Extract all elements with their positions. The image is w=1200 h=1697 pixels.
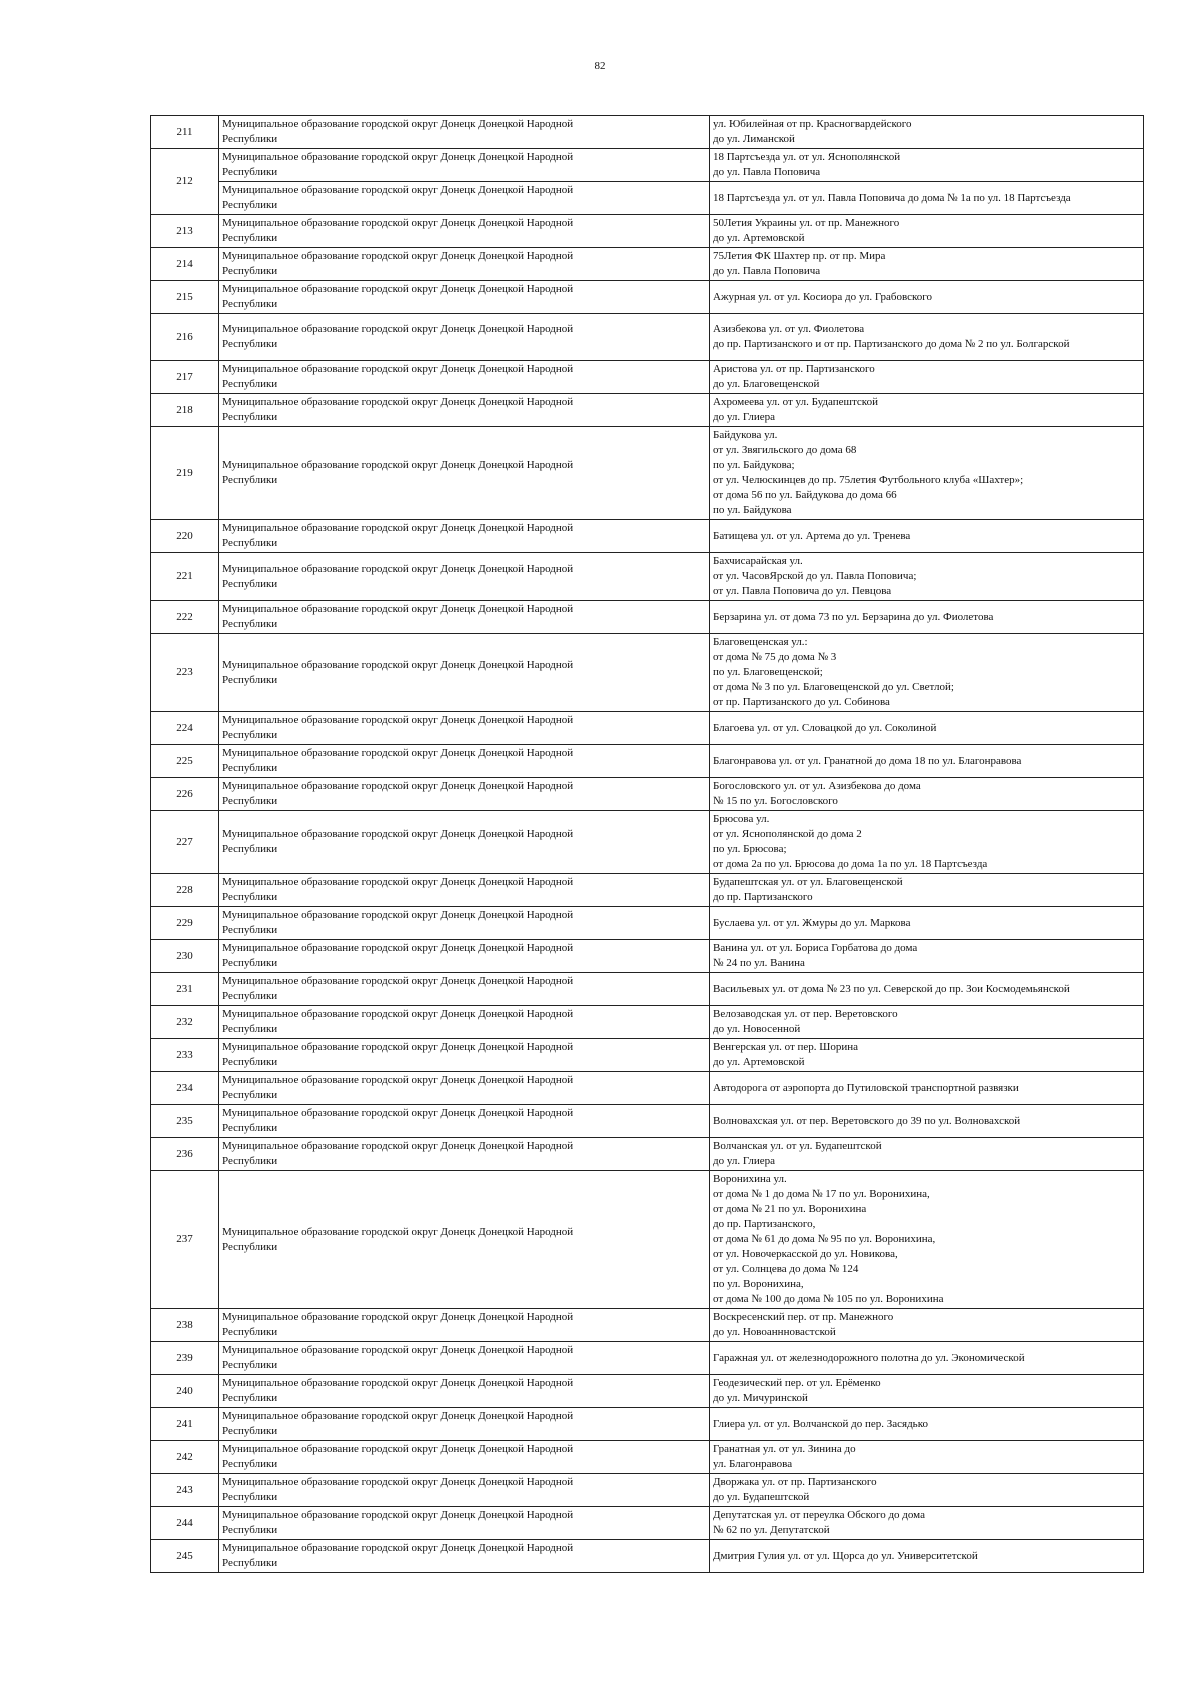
table-row [151, 248, 1144, 281]
row-number: 242 [151, 1441, 219, 1474]
table-row [151, 281, 1144, 314]
table-row [151, 394, 1144, 427]
roads-table-body [151, 116, 1144, 1573]
row-number: 226 [151, 778, 219, 811]
owner-organization: Муниципальное образование городской округ Донецк Донецкой Народной Республики [219, 553, 710, 601]
row-number: 228 [151, 874, 219, 907]
owner-organization: Муниципальное образование городской округ Донецк Донецкой Народной Республики [219, 1474, 710, 1507]
row-number: 219 [151, 427, 219, 520]
table-row [151, 1540, 1144, 1573]
road-description: Ахромеева ул. от ул. Будапештской до ул. Глиера [710, 394, 1144, 427]
owner-organization: Муниципальное образование городской округ Донецк Донецкой Народной Республики [219, 215, 710, 248]
road-description: ул. Юбилейная от пр. Красногвардейского до ул. Лиманской [710, 116, 1144, 149]
road-description: Азизбекова ул. от ул. Фиолетова до пр. Партизанского и от пр. Партизанского до дома № 2 по ул. Болгарской [710, 314, 1144, 361]
owner-organization: Муниципальное образование городской округ Донецк Донецкой Народной Республики [219, 745, 710, 778]
owner-organization: Муниципальное образование городской округ Донецк Донецкой Народной Республики [219, 601, 710, 634]
owner-organization: Муниципальное образование городской округ Донецк Донецкой Народной Республики [219, 712, 710, 745]
owner-organization: Муниципальное образование городской округ Донецк Донецкой Народной Республики [219, 874, 710, 907]
road-description: Аристова ул. от пр. Партизанского до ул. Благовещенской [710, 361, 1144, 394]
table-row [151, 1006, 1144, 1039]
road-description: Воронихина ул. от дома № 1 до дома № 17 по ул. Воронихина, от дома № 21 по ул. Воронихина до пр. Партизанского, от дома № 61 до дома № 95 по ул. Воронихина, от ул. Новочеркасской до ул. Новикова, от ул. Солнцева до дома № 124 по ул. Воронихина, от дома № 100 до дома № 105 по ул. Воронихина [710, 1171, 1144, 1309]
road-description: Благоева ул. от ул. Словацкой до ул. Соколиной [710, 712, 1144, 745]
owner-organization: Муниципальное образование городской округ Донецк Донецкой Народной Республики [219, 248, 710, 281]
road-description: Геодезический пер. от ул. Ерёменко до ул. Мичуринской [710, 1375, 1144, 1408]
owner-organization: Муниципальное образование городской округ Донецк Донецкой Народной Республики [219, 1138, 710, 1171]
row-number: 245 [151, 1540, 219, 1573]
table-row [151, 1138, 1144, 1171]
road-description: Гранатная ул. от ул. Зинина до ул. Благонравова [710, 1441, 1144, 1474]
owner-organization: Муниципальное образование городской округ Донецк Донецкой Народной Республики [219, 314, 710, 361]
table-row [151, 811, 1144, 874]
table-row [151, 215, 1144, 248]
owner-organization: Муниципальное образование городской округ Донецк Донецкой Народной Республики [219, 1540, 710, 1573]
road-description: Волновахская ул. от пер. Веретовского до 39 по ул. Волновахской [710, 1105, 1144, 1138]
table-row [151, 1171, 1144, 1309]
owner-organization: Муниципальное образование городской округ Донецк Донецкой Народной Республики [219, 1507, 710, 1540]
road-description: 50Летия Украины ул. от пр. Манежного до ул. Артемовской [710, 215, 1144, 248]
row-number: 222 [151, 601, 219, 634]
row-number: 243 [151, 1474, 219, 1507]
row-number: 227 [151, 811, 219, 874]
table-row [151, 116, 1144, 149]
table-row [151, 745, 1144, 778]
table-row [151, 1375, 1144, 1408]
road-description: Буслаева ул. от ул. Жмуры до ул. Маркова [710, 907, 1144, 940]
page-number: 82 [594, 60, 606, 72]
owner-organization: Муниципальное образование городской округ Донецк Донецкой Народной Республики [219, 1441, 710, 1474]
row-number: 232 [151, 1006, 219, 1039]
road-description: Брюсова ул. от ул. Яснополянской до дома 2 по ул. Брюсова; от дома 2а по ул. Брюсова до дома 1а по ул. 18 Партсъезда [710, 811, 1144, 874]
road-description: 75Летия ФК Шахтер пр. от пр. Мира до ул. Павла Поповича [710, 248, 1144, 281]
road-description: Будапештская ул. от ул. Благовещенской до пр. Партизанского [710, 874, 1144, 907]
table-row [151, 1342, 1144, 1375]
road-description: Воскресенский пер. от пр. Манежного до ул. Новоаннновастской [710, 1309, 1144, 1342]
row-number: 231 [151, 973, 219, 1006]
road-description: Автодорога от аэропорта до Путиловской транспортной развязки [710, 1072, 1144, 1105]
road-description: Депутатская ул. от переулка Обского до дома № 62 по ул. Депутатской [710, 1507, 1144, 1540]
table-row [151, 1441, 1144, 1474]
row-number: 236 [151, 1138, 219, 1171]
road-description: Велозаводская ул. от пер. Веретовского до ул. Новосенной [710, 1006, 1144, 1039]
table-row [151, 712, 1144, 745]
owner-organization: Муниципальное образование городской округ Донецк Донецкой Народной Республики [219, 1006, 710, 1039]
table-row [151, 1039, 1144, 1072]
row-number: 218 [151, 394, 219, 427]
row-number: 237 [151, 1171, 219, 1309]
row-number: 211 [151, 116, 219, 149]
road-description: Дворжака ул. от пр. Партизанского до ул. Будапештской [710, 1474, 1144, 1507]
row-number: 214 [151, 248, 219, 281]
road-description: Богословского ул. от ул. Азизбекова до дома № 15 по ул. Богословского [710, 778, 1144, 811]
owner-organization: Муниципальное образование городской округ Донецк Донецкой Народной Республики [219, 1171, 710, 1309]
row-number: 239 [151, 1342, 219, 1375]
owner-organization: Муниципальное образование городской округ Донецк Донецкой Народной Республики [219, 1375, 710, 1408]
owner-organization: Муниципальное образование городской округ Донецк Донецкой Народной Республики [219, 940, 710, 973]
road-description: Дмитрия Гулия ул. от ул. Щорса до ул. Университетской [710, 1540, 1144, 1573]
owner-organization: Муниципальное образование городской округ Донецк Донецкой Народной Республики [219, 907, 710, 940]
table-row [151, 1408, 1144, 1441]
owner-organization: Муниципальное образование городской округ Донецк Донецкой Народной Республики [219, 520, 710, 553]
row-number: 221 [151, 553, 219, 601]
row-number: 223 [151, 634, 219, 712]
table-row [151, 553, 1144, 601]
table-row [151, 1105, 1144, 1138]
row-number: 225 [151, 745, 219, 778]
table-row [151, 182, 1144, 215]
road-description: Ажурная ул. от ул. Косиора до ул. Грабовского [710, 281, 1144, 314]
table-row [151, 907, 1144, 940]
table-row [151, 520, 1144, 553]
owner-organization: Муниципальное образование городской округ Донецк Донецкой Народной Республики [219, 634, 710, 712]
table-row [151, 1072, 1144, 1105]
owner-organization: Муниципальное образование городской округ Донецк Донецкой Народной Республики [219, 394, 710, 427]
row-number: 244 [151, 1507, 219, 1540]
row-number: 229 [151, 907, 219, 940]
road-description: Батищева ул. от ул. Артема до ул. Тренева [710, 520, 1144, 553]
row-number: 215 [151, 281, 219, 314]
road-description: 18 Партсъезда ул. от ул. Павла Поповича до дома № 1а по ул. 18 Партсъезда [710, 182, 1144, 215]
owner-organization: Муниципальное образование городской округ Донецк Донецкой Народной Республики [219, 778, 710, 811]
table-row [151, 1474, 1144, 1507]
owner-organization: Муниципальное образование городской округ Донецк Донецкой Народной Республики [219, 149, 710, 182]
owner-organization: Муниципальное образование городской округ Донецк Донецкой Народной Республики [219, 182, 710, 215]
table-row [151, 778, 1144, 811]
road-description: Бахчисарайская ул. от ул. ЧасовЯрской до ул. Павла Поповича; от ул. Павла Поповича до ул. Певцова [710, 553, 1144, 601]
road-description: Благовещенская ул.: от дома № 75 до дома № 3 по ул. Благовещенской; от дома № 3 по ул. Благовещенской до ул. Светлой; от пр. Партизанского до ул. Собинова [710, 634, 1144, 712]
owner-organization: Муниципальное образование городской округ Донецк Донецкой Народной Республики [219, 811, 710, 874]
owner-organization: Муниципальное образование городской округ Донецк Донецкой Народной Республики [219, 1039, 710, 1072]
table-row [151, 314, 1144, 361]
table-row [151, 940, 1144, 973]
road-description: 18 Партсъезда ул. от ул. Яснополянской до ул. Павла Поповича [710, 149, 1144, 182]
road-description: Гаражная ул. от железнодорожного полотна до ул. Экономической [710, 1342, 1144, 1375]
owner-organization: Муниципальное образование городской округ Донецк Донецкой Народной Республики [219, 973, 710, 1006]
row-number: 213 [151, 215, 219, 248]
table-row [151, 973, 1144, 1006]
owner-organization: Муниципальное образование городской округ Донецк Донецкой Народной Республики [219, 116, 710, 149]
row-number: 235 [151, 1105, 219, 1138]
table-row [151, 427, 1144, 520]
roads-table [150, 115, 1144, 1573]
table-row [151, 361, 1144, 394]
road-description: Ванина ул. от ул. Бориса Горбатова до дома № 24 по ул. Ванина [710, 940, 1144, 973]
owner-organization: Муниципальное образование городской округ Донецк Донецкой Народной Республики [219, 1072, 710, 1105]
owner-organization: Муниципальное образование городской округ Донецк Донецкой Народной Республики [219, 427, 710, 520]
row-number: 241 [151, 1408, 219, 1441]
row-number: 212 [151, 149, 219, 215]
road-description: Венгерская ул. от пер. Шорина до ул. Артемовской [710, 1039, 1144, 1072]
road-description: Берзарина ул. от дома 73 по ул. Берзарина до ул. Фиолетова [710, 601, 1144, 634]
road-description: Байдукова ул. от ул. Звягильского до дома 68 по ул. Байдукова; от ул. Челюскинцев до пр. 75летия Футбольного клуба «Шахтер»; от дома 56 по ул. Байдукова до дома 66 по ул. Байдукова [710, 427, 1144, 520]
owner-organization: Муниципальное образование городской округ Донецк Донецкой Народной Республики [219, 1105, 710, 1138]
row-number: 240 [151, 1375, 219, 1408]
table-row [151, 874, 1144, 907]
road-description: Благонравова ул. от ул. Гранатной до дома 18 по ул. Благонравова [710, 745, 1144, 778]
row-number: 230 [151, 940, 219, 973]
row-number: 220 [151, 520, 219, 553]
table-row [151, 634, 1144, 712]
table-row [151, 149, 1144, 182]
row-number: 217 [151, 361, 219, 394]
owner-organization: Муниципальное образование городской округ Донецк Донецкой Народной Республики [219, 1309, 710, 1342]
road-description: Глиера ул. от ул. Волчанской до пер. Засядько [710, 1408, 1144, 1441]
table-row [151, 1309, 1144, 1342]
owner-organization: Муниципальное образование городской округ Донецк Донецкой Народной Республики [219, 361, 710, 394]
row-number: 238 [151, 1309, 219, 1342]
table-row [151, 601, 1144, 634]
owner-organization: Муниципальное образование городской округ Донецк Донецкой Народной Республики [219, 1342, 710, 1375]
owner-organization: Муниципальное образование городской округ Донецк Донецкой Народной Республики [219, 1408, 710, 1441]
row-number: 224 [151, 712, 219, 745]
row-number: 234 [151, 1072, 219, 1105]
table-row [151, 1507, 1144, 1540]
owner-organization: Муниципальное образование городской округ Донецк Донецкой Народной Республики [219, 281, 710, 314]
road-description: Волчанская ул. от ул. Будапештской до ул. Глиера [710, 1138, 1144, 1171]
row-number: 233 [151, 1039, 219, 1072]
row-number: 216 [151, 314, 219, 361]
road-description: Васильевых ул. от дома № 23 по ул. Северской до пр. Зои Космодемьянской [710, 973, 1144, 1006]
